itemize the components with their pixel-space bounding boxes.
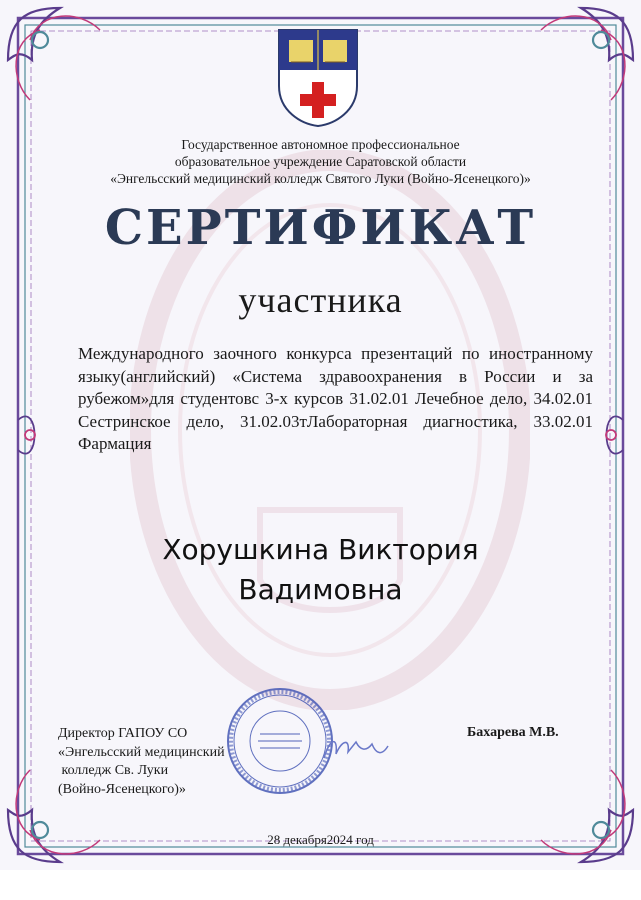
- signer-name: Бахарева М.В.: [467, 725, 559, 740]
- certificate-subtitle: участника: [238, 280, 403, 320]
- handwritten-signature: [320, 728, 390, 768]
- certificate-title: СЕРТИФИКАТ: [104, 200, 537, 256]
- corner-ornament-top-right: [541, 8, 633, 100]
- corner-ornament-top-left: [8, 8, 100, 100]
- recipient-name: [60, 530, 581, 610]
- organization-line-3: «Энгельсский медицинский колледж Святого Луки (Войно-Ясенецкого)»: [110, 171, 531, 186]
- organization-name: [60, 136, 581, 187]
- signer-position-line-3: колледж Св. Луки: [58, 763, 169, 778]
- signer-position: [58, 725, 225, 799]
- certificate-date: 28 декабря2024 год: [267, 832, 374, 847]
- recipient-name-line-2: Вадимовна: [238, 573, 403, 606]
- corner-ornament-bottom-right: [541, 770, 633, 862]
- organization-line-1: Государственное автономное профессиональное: [181, 137, 460, 152]
- organization-line-2: образовательное учреждение Саратовской области: [174, 154, 467, 169]
- recipient-name-line-1: Хорушкина Виктория: [162, 533, 479, 566]
- side-ornament-right: [606, 416, 623, 453]
- certificate-description: Международного заочного конкурса презентаций по иностранному языку(английский) «Система здравоохранения в России и за рубежом»для студентовс 3-х курсов 31.02.01 Лечебное дело, 34.02.01 Сестринское дело, 31.02.03тЛабораторная диагностика, 33.02.01 Фармация: [78, 344, 593, 453]
- college-seal-stamp: [225, 686, 335, 796]
- side-ornament-left: [18, 416, 35, 453]
- signer-position-line-4: (Войно-Ясенецкого)»: [58, 781, 186, 797]
- signer-position-line-2: «Энгельсский медицинский: [58, 744, 225, 760]
- signer-position-line-1: Директор ГАПОУ СО: [58, 726, 188, 741]
- college-emblem-icon: [275, 26, 361, 128]
